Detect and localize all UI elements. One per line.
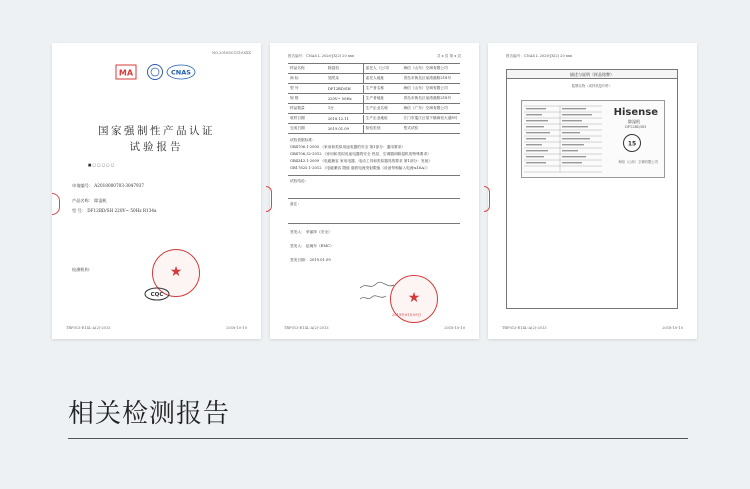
signer-2: 签发人： 赵炯东（EMC） [290,244,334,249]
remark-block: 备注： [288,199,460,224]
nameplate-image [521,100,665,178]
section-divider [68,438,688,439]
standard-item: GB4343.1-2009 《电磁兼容 家用电器、电动工具和类似器具的要求 第1部分：发射》 [290,159,432,164]
stamp-date: 2019年01月09日 [392,313,422,317]
standard-item: GB17625.1-2012 《电磁兼容 限值 谐波电流发射限值（设备每相输入电流≤16A）》 [290,166,430,171]
model-label: DF12BD/SH [624,125,646,129]
cqc-mark-icon [144,287,170,301]
nameplate-frame [506,69,678,309]
issue-date: 签发日期： 2019.01.09 [290,258,331,263]
nameplate-title: 描述与说明（样品铭牌） [507,70,677,79]
product-model: 型 号： DF12BD/SH 220V~ 50Hz R134a [72,208,157,213]
application-sub [72,192,73,196]
table-row: 商 标 见附录 委托人地址 青岛市黄岛区前湾港路218号 [288,74,460,84]
manufacturer: 海信（山东）空调有限公司 [618,160,658,164]
ma-logo [116,65,136,79]
edge-seal-mark [52,193,60,215]
ccc-mark-icon [622,133,642,153]
signature-2 [358,293,388,303]
product-name: 产品名称： 除湿机 [72,198,107,203]
footer-form-code: TRF013-E14L-A(2)-2013 [502,326,547,331]
cnas-logo [167,65,195,79]
footer-form-code: TRF013-E14L-A(2)-2013 [284,326,329,331]
svg-text:MA: MA [118,68,134,78]
cert-logos [114,63,204,85]
report-card-1[interactable] [52,43,261,339]
svg-text:CNAS: CNAS [171,68,191,77]
report-header-left: 报告编号：CNAS L 2026-JX(2) 20 xxx [506,54,572,58]
conclusion-block: 试验结论： [288,176,460,199]
report-subtitle: 试验报告 [129,141,184,153]
table-row: 收样日期 2018.12.11 生产企业地址 江门市蓬江区棠下镇海信大道8号 [288,114,460,124]
standards-block: 试验依据标准： GB4706.1-2005 《家用和类似用途电器的安全 第1部分：通用要求》 GB4706.32-2012 《家用和类似用途电器的安全 热泵、空调器和除湿机的特殊要求》 GB4343.1-2009 《电磁兼容 家用电器、电动工具和类似器具的要求 第1部分：发射》 GB17625.1-2012 《电磁兼容 限值 谐波电流发射限值（设备每相输入电流≤16A）》 [288,134,460,176]
footer-date: 2018-10-10 [662,326,683,331]
svg-text:CQC: CQC [150,292,164,298]
application-number: 申请编号： A2018000703-3047937 [72,183,144,188]
report-header-right: 共 x 页 第 x 页 [436,54,461,58]
seal-star-icon: ★ [169,264,183,281]
report-title: 国家强制性产品认证 [98,125,215,137]
cqc-logo [148,65,163,80]
sample-info-table [288,63,460,266]
spec-table-graphic [524,104,604,174]
section-title: 相关检测报告 [68,399,231,429]
standard-item: GB4706.32-2012 《家用和类似用途电器的安全 热泵、空调器和除湿机的特殊要求》 [290,152,431,157]
report-header-left: 报告编号：CNAS L 2026-JX(2) 20 xxx [288,54,354,58]
seal-star-icon: ★ [407,290,421,307]
lab-label: 检测机构： [72,267,93,272]
checkbox-row: ■ ▢ ▢ ▢ ▢ ▢ [88,163,115,167]
svg-text:15: 15 [627,140,637,148]
standard-item: GB4706.1-2005 《家用和类似用途电器的安全 第1部分：通用要求》 [290,145,406,150]
table-row: 样品名称 除湿机 委托人（公司） 海信（山东）空调有限公司 [288,64,460,74]
footer-form-code: TRF013-E14L-A(2)-2013 [66,326,111,331]
brand-logo: Hisense [613,107,658,118]
nameplate-subtitle: 铭牌实物（或样机复印件） [571,84,613,88]
table-row: 样品数量 1台 生产企业名称 海信（广东）空调有限公司 [288,104,460,114]
table-row: 型 号 DF12BD/SH 生产者名称 海信（山东）空调有限公司 [288,84,460,94]
product-label: 除湿机 [628,119,640,124]
edge-seal-mark [266,186,272,212]
footer-date: 2018-10-10 [444,326,465,331]
signer-1: 签发人： 荣丽萍（安全） [290,230,332,235]
edge-seal-mark [484,186,490,212]
footer-date: 2018-10-10 [226,326,247,331]
report-number: NO.2018SCCS10XXX [212,51,251,55]
report-card-3[interactable] [488,43,697,339]
report-card-2[interactable] [270,43,479,339]
table-row: 完成日期 2019.01.09 检验类别 型式试验 [288,124,460,134]
table-row: 规 格 220V~ 50Hz 生产者地址 青岛市黄岛区前湾港路218号 [288,94,460,104]
